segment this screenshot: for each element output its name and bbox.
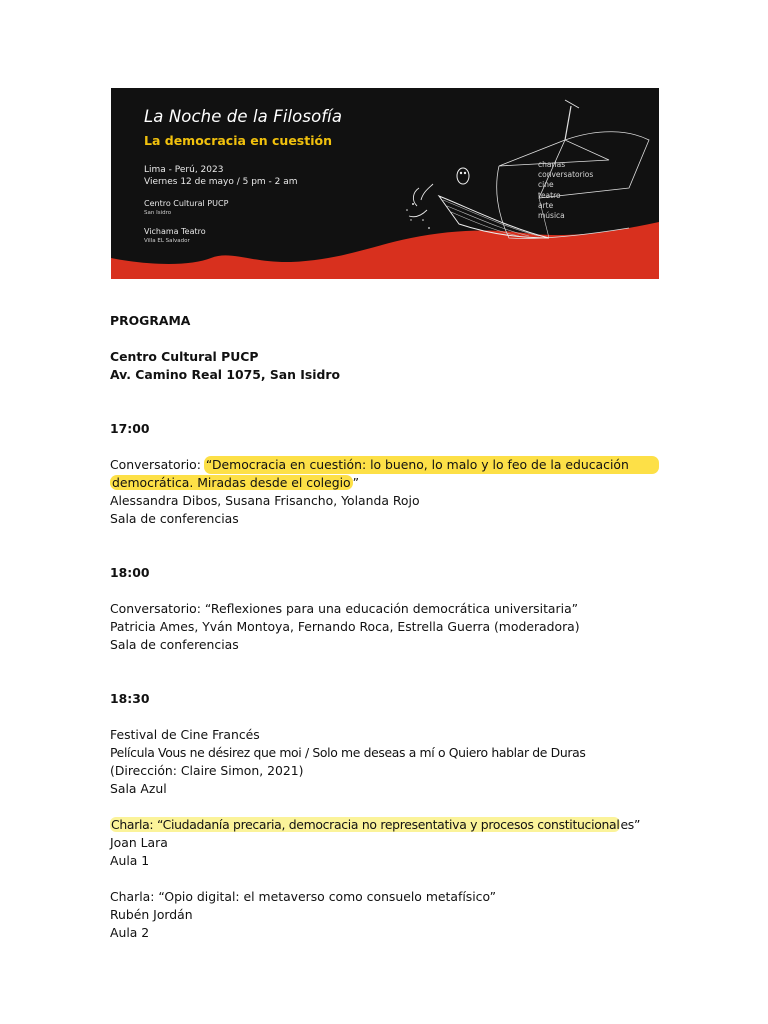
event-people: Patricia Ames, Yván Montoya, Fernando Roca, Estrella Guerra (moderadora) <box>110 619 580 634</box>
banner-date: Viernes 12 de mayo / 5 pm - 2 am <box>144 177 298 187</box>
charla-title-end: es” <box>620 817 641 832</box>
event-people: Alessandra Dibos, Susana Frisancho, Yolanda Rojo <box>110 493 420 508</box>
charla-speaker: Rubén Jordán <box>110 907 193 922</box>
event-time: 17:00 <box>110 421 150 436</box>
venue-name: Centro Cultural PUCP <box>110 349 259 364</box>
activity-item: cine <box>538 180 554 190</box>
event-title: Conversatorio: “Reflexiones para una educación democrática universitaria” <box>110 601 579 616</box>
event-banner <box>111 88 659 279</box>
event-time: 18:00 <box>110 565 150 580</box>
event-title-line-2 <box>110 474 659 492</box>
banner-title: La Noche de la Filosofía <box>144 107 343 126</box>
highlighted-charla-title: Charla: “Ciudadanía precaria, democracia no representativa y procesos constitucional <box>111 817 620 832</box>
event-title-close-quote: ” <box>352 475 360 490</box>
festival-name: Festival de Cine Francés <box>110 727 260 742</box>
event-room: Sala de conferencias <box>110 637 239 652</box>
event-title-line <box>110 456 659 474</box>
event-room: Sala de conferencias <box>110 511 239 526</box>
ship-illustration-icon <box>399 88 659 279</box>
film-title: Película Vous ne désirez que moi / Solo me deseas a mí o Quiero hablar de Duras <box>110 745 586 760</box>
activity-item: charlas <box>538 160 566 169</box>
charla-room: Aula 1 <box>110 853 150 868</box>
banner-location: Lima - Perú, 2023 <box>144 165 224 175</box>
charla-speaker: Joan Lara <box>110 835 168 850</box>
event-type-prefix: Conversatorio: <box>110 457 201 472</box>
event-time: 18:30 <box>110 691 150 706</box>
film-director: (Dirección: Claire Simon, 2021) <box>110 763 304 778</box>
activity-item: arte <box>538 200 554 210</box>
activity-item: conversatorios <box>538 170 594 180</box>
banner-venue-1-sub: San Isidro <box>144 210 172 216</box>
banner-activity-list <box>538 160 593 221</box>
program-document <box>110 312 659 942</box>
activity-item: teatro <box>538 190 561 200</box>
activity-item: música <box>538 211 565 221</box>
banner-subtitle: La democracia en cuestión <box>144 133 332 148</box>
event-room: Sala Azul <box>110 781 167 796</box>
charla-title <box>110 816 659 834</box>
program-heading: PROGRAMA <box>110 313 191 328</box>
highlighted-event-title-cont: democrática. Miradas desde el colegio <box>112 475 351 490</box>
venue-address: Av. Camino Real 1075, San Isidro <box>110 367 341 382</box>
banner-venue-2-sub: Villa EL Salvador <box>144 238 190 244</box>
charla-title: Charla: “Opio digital: el metaverso como consuelo metafísico” <box>110 889 497 904</box>
charla-room: Aula 2 <box>110 925 150 940</box>
banner-venue-2: Vichama Teatro <box>144 227 206 236</box>
banner-venue-1: Centro Cultural PUCP <box>144 199 229 208</box>
highlighted-event-title: “Democracia en cuestión: lo bueno, lo malo y lo feo de la educación <box>204 456 659 474</box>
